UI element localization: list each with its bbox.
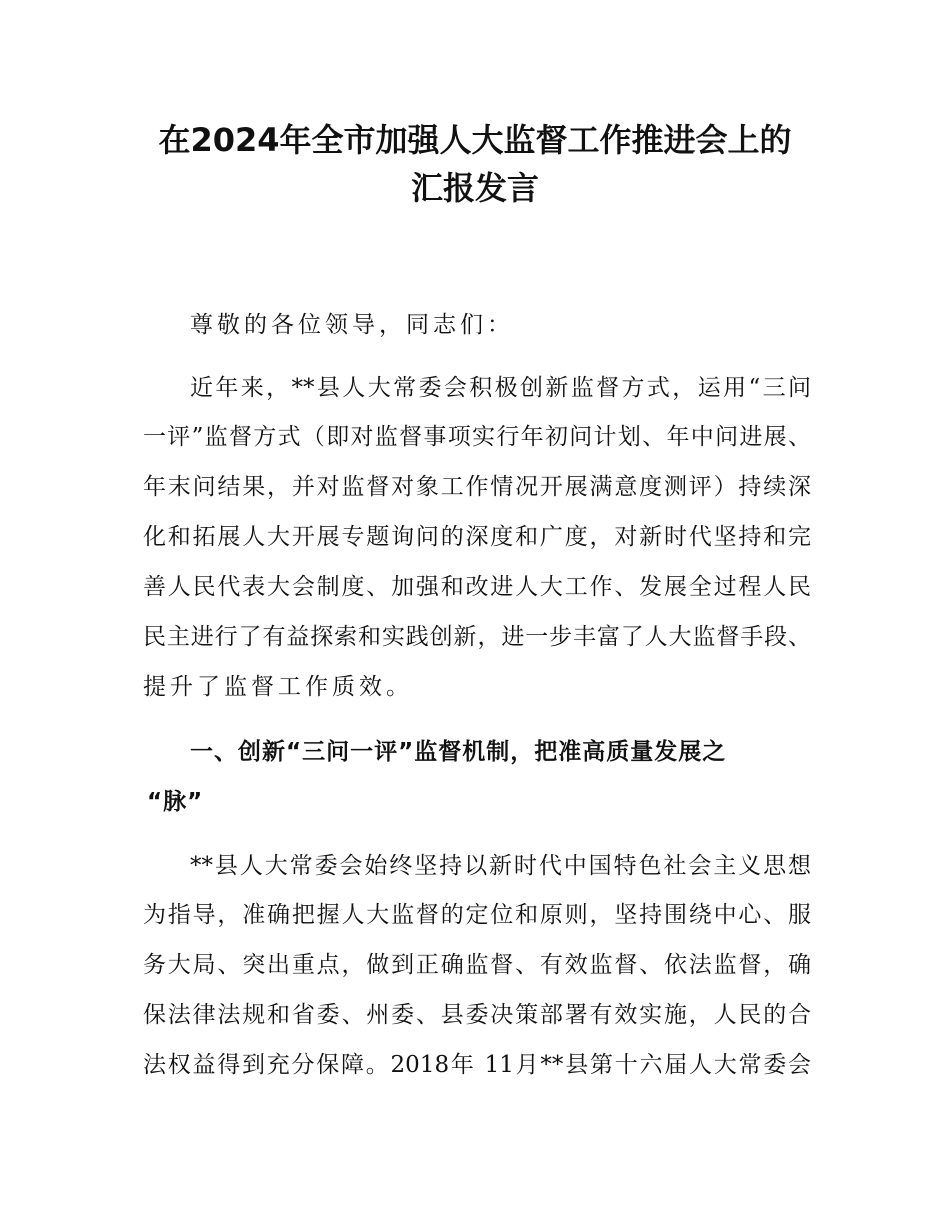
text-line: 法权益得到充分保障。2018年 11月**县第十六届人大常委会 xyxy=(143,1052,811,1078)
text-line: 务大局、突出重点，做到正确监督、有效监督、依法监督，确 xyxy=(143,952,811,978)
text-line: 年末问结果，并对监督对象工作情况开展满意度测评）持续深 xyxy=(143,474,811,500)
heading-line: 一、创新“三问一评”监督机制，把准高质量发展之 xyxy=(190,739,727,765)
text-line: 近年来，**县人大常委会积极创新监督方式，运用“三问 xyxy=(190,375,811,401)
title-line: 汇报发言 xyxy=(410,169,539,207)
text-line: 提升了监督工作质效。 xyxy=(143,674,413,700)
text-line: 保法律法规和省委、州委、县委决策部署有效实施，人民的合 xyxy=(143,1002,811,1028)
text-line: 化和拓展人大开展专题询问的深度和广度，对新时代坚持和完 xyxy=(143,524,811,550)
heading-line: “脉” xyxy=(147,789,204,815)
text-line: **县人大常委会始终坚持以新时代中国特色社会主义思想 xyxy=(190,853,811,879)
text-line: 为指导，准确把握人大监督的定位和原则，坚持围绕中心、服 xyxy=(143,902,811,928)
text-line: 民主进行了有益探索和实践创新，进一步丰富了人大监督手段、 xyxy=(143,624,811,650)
text-line: 一评”监督方式（即对监督事项实行年初问计划、年中问进展、 xyxy=(143,424,811,450)
title-line: 在2024年全市加强人大监督工作推进会上的 xyxy=(158,121,792,159)
salutation: 尊敬的各位领导，同志们： xyxy=(190,312,514,338)
text-line: 善人民代表大会制度、加强和改进人大工作、发展全过程人民 xyxy=(143,574,811,600)
